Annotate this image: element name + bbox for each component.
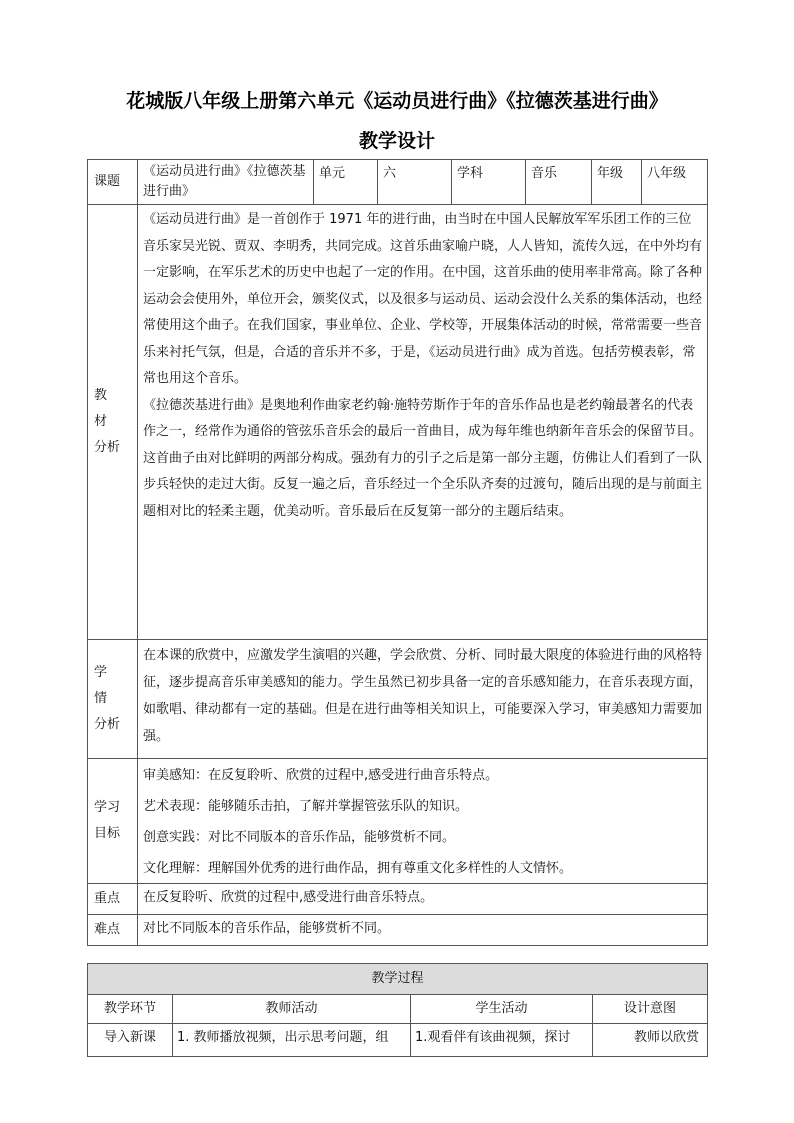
intro-student-activity: 1.观看伴有该曲视频，探讨 bbox=[411, 1024, 593, 1057]
material-paragraph-1: 《运动员进行曲》是一首创作于 1971 年的进行曲，由当时在中国人民解放军军乐团工作的三位音乐家吴光锐、贾双、李明秀，共同完成。这首乐曲家喻户晓，人人皆知，流传久远，在中外均有一定影响，在军乐艺术的历史中也起了一定的作用。在中国，这首乐曲的使用率非常高。除了各种运动会会使用外，单位开会，颁奖仪式，以及很多与运动员、运动会没什么关系的集体活动，也经常使用这个曲子。在我们国家，事业单位、企业、学校等，开展集体活动的时候，常常需要一些音乐来衬托气氛，但是，合适的音乐并不多，于是，《运动员进行曲》成为首选。包括劳模表彰，常常也用这个音乐。 bbox=[143, 212, 703, 386]
learner-label bbox=[88, 640, 138, 759]
learner-text: 在本课的欣赏中，应激发学生演唱的兴趣，学会欣赏、分析、同时最大限度的体验进行曲的风格特征，逐步提高音乐审美感知的能力。学生虽然已初步具备一定的音乐感知能力，在音乐表现方面，如歌唱、律动都有一定的基础。但是在进行曲等相关知识上，可能要深入学习，审美感知力需要加强。 bbox=[143, 648, 703, 744]
lesson-info-table bbox=[87, 159, 708, 946]
learner-row bbox=[88, 640, 708, 759]
process-header-row bbox=[88, 995, 708, 1024]
header-stage: 教学环节 bbox=[88, 995, 173, 1024]
difficulty-row bbox=[88, 915, 708, 946]
learner-label-line2: 分析 bbox=[94, 717, 121, 732]
difficulty-label: 难点 bbox=[88, 915, 138, 946]
document-title: 花城版八年级上册第六单元《运动员进行曲》《拉德茨基进行曲》 bbox=[126, 90, 668, 112]
material-label-line2: 分析 bbox=[94, 440, 121, 455]
goal-expression: 艺术表现：能够随乐击拍，了解并掌握管弦乐队的知识。 bbox=[143, 799, 469, 814]
grade-label: 年级 bbox=[592, 160, 642, 205]
goal-creative: 创意实践：对比不同版本的音乐作品，能够赏析不同。 bbox=[143, 830, 456, 845]
key-point-label: 重点 bbox=[88, 884, 138, 915]
document-subtitle: 教学设计 bbox=[358, 130, 435, 152]
goals-label-line2: 目标 bbox=[94, 826, 121, 841]
key-point-row bbox=[88, 884, 708, 915]
goals-row bbox=[88, 759, 708, 884]
material-paragraph-2: 《拉德茨基进行曲》是奥地利作曲家老约翰·施特劳斯作于年的音乐作品也是老约翰最著名的代表作之一，经常作为通俗的管弦乐音乐会的最后一首曲目，成为每年维也纳新年音乐会的保留节目。这首曲子由对比鲜明的两部分构成。强劲有力的引子之后是第一部分主题，仿佛让人们看到了一队步兵轻快的走过大街。反复一遍之后，音乐经过一个全乐队齐奏的过渡句，随后出现的是与前面主题相对比的轻柔主题，优美动听。音乐最后在反复第一部分的主题后结束。 bbox=[143, 397, 703, 519]
goal-aesthetic: 审美感知：在反复聆听、欣赏的过程中,感受进行曲音乐特点。 bbox=[143, 768, 499, 783]
learner-content bbox=[138, 640, 708, 759]
goals-label-line1: 学习 bbox=[94, 800, 121, 815]
goal-culture: 文化理解：理解国外优秀的进行曲作品，拥有尊重文化多样性的人文情怀。 bbox=[143, 861, 573, 876]
key-point-text: 在反复聆听、欣赏的过程中,感受进行曲音乐特点。 bbox=[138, 884, 708, 915]
intro-teacher-activity: 1. 教师播放视频，出示思考问题，组 bbox=[173, 1024, 411, 1057]
unit-label: 单元 bbox=[314, 160, 378, 205]
subject-value: 音乐 bbox=[526, 160, 592, 205]
intro-stage: 导入新课 bbox=[88, 1024, 173, 1057]
goals-label bbox=[88, 759, 138, 884]
process-title: 教学过程 bbox=[88, 964, 708, 995]
topic-label: 课题 bbox=[88, 160, 138, 205]
material-label-line1: 教 材 bbox=[94, 388, 121, 429]
material-content bbox=[138, 205, 708, 640]
material-row bbox=[88, 205, 708, 640]
process-row-intro bbox=[88, 1024, 708, 1057]
info-row bbox=[88, 160, 708, 205]
process-title-row bbox=[88, 964, 708, 995]
learner-label-line1: 学 情 bbox=[94, 665, 121, 706]
teaching-process-table bbox=[87, 963, 708, 1057]
subject-label: 学科 bbox=[452, 160, 526, 205]
intro-design-intent: 教师以欣赏 bbox=[593, 1024, 708, 1057]
header-intent: 设计意图 bbox=[593, 995, 708, 1024]
goals-content bbox=[138, 759, 708, 884]
material-label bbox=[88, 205, 138, 640]
grade-value: 八年级 bbox=[642, 160, 708, 205]
difficulty-text: 对比不同版本的音乐作品，能够赏析不同。 bbox=[138, 915, 708, 946]
unit-value: 六 bbox=[378, 160, 452, 205]
header-student: 学生活动 bbox=[411, 995, 593, 1024]
topic-value: 《运动员进行曲》《拉德茨基进行曲》 bbox=[138, 160, 314, 205]
header-teacher: 教师活动 bbox=[173, 995, 411, 1024]
